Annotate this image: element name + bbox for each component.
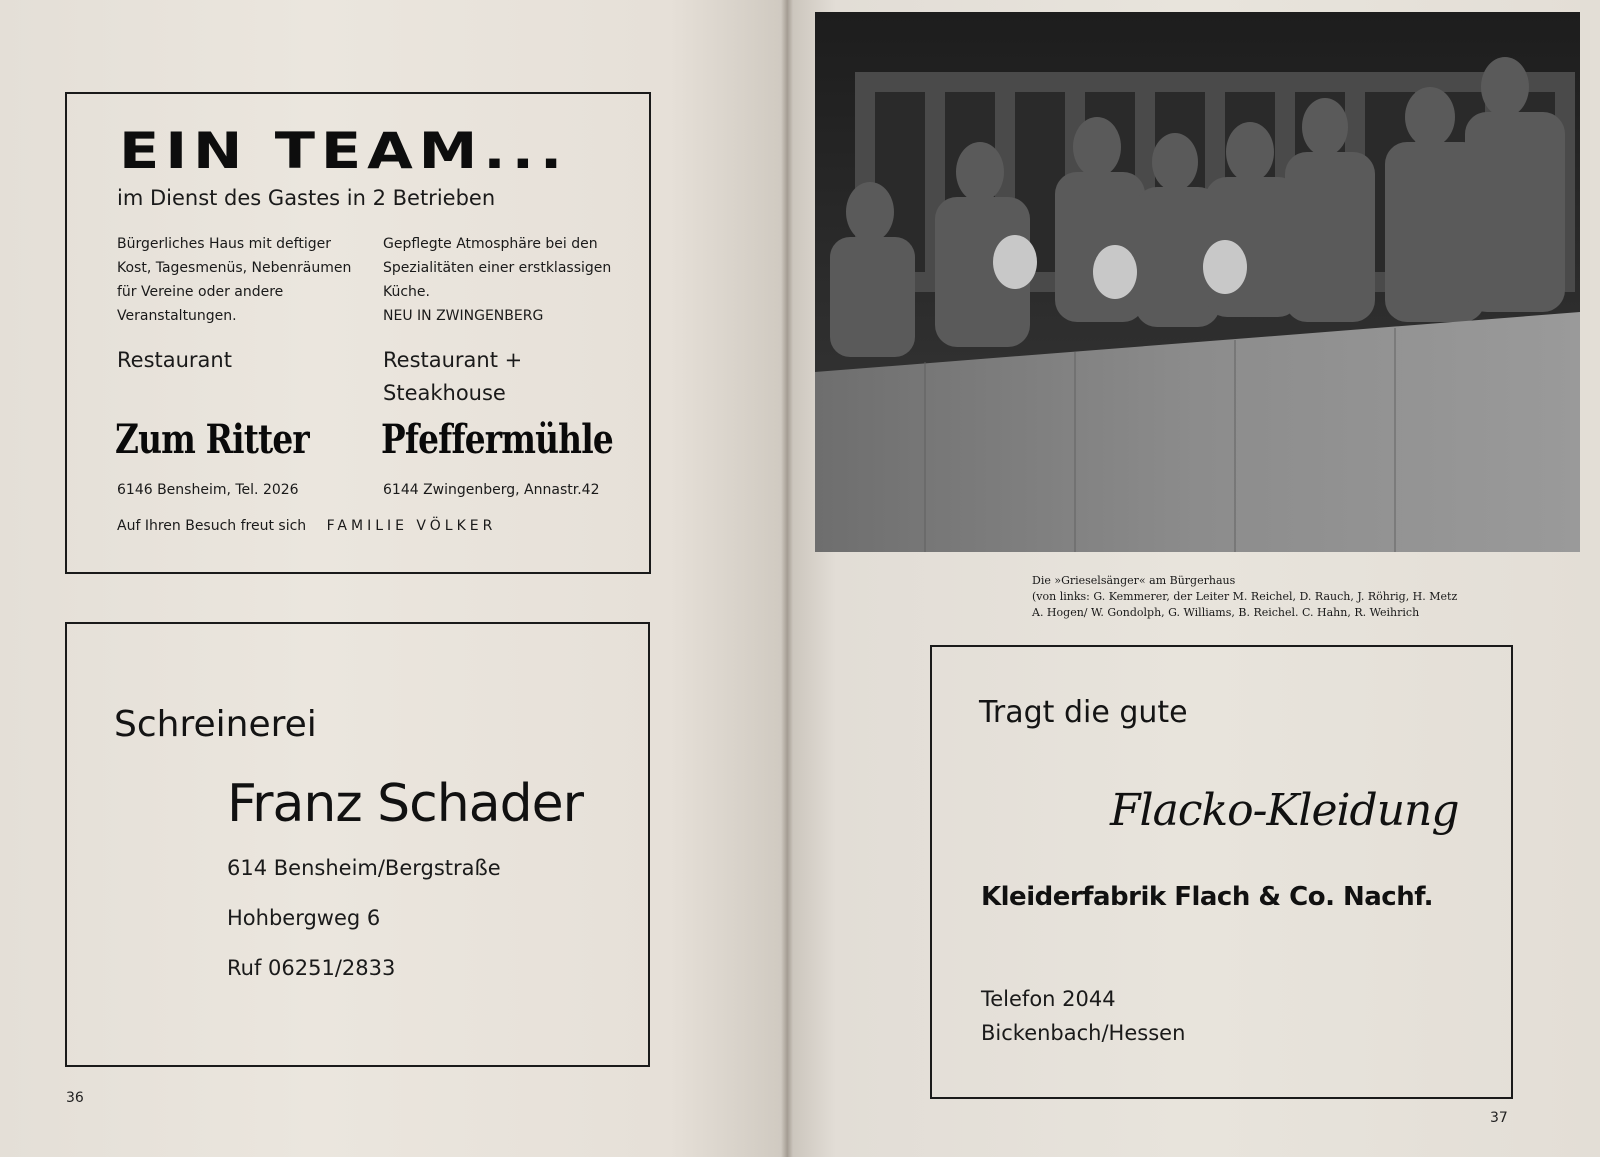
ritter-name: Zum Ritter bbox=[115, 416, 309, 463]
pfeffermuehle-description-block bbox=[383, 232, 623, 328]
caption-line-1: Die »Grieselsänger« am Bürgerhaus bbox=[1032, 574, 1236, 587]
show-through bbox=[130, 590, 136, 611]
ad-ein-team bbox=[65, 92, 651, 574]
ad-footer bbox=[117, 518, 496, 534]
caption-line-3: A. Hogen/ W. Gondolph, G. Williams, B. Reichel. C. Hahn, R. Weihrich bbox=[1032, 606, 1420, 619]
ritter-description: Bürgerliches Haus mit deftiger Kost, Tagesmenüs, Nebenräumen für Vereine oder andere Veranstaltungen. bbox=[117, 236, 352, 324]
group-photo bbox=[815, 12, 1580, 552]
pfeffermuehle-new-note: NEU IN ZWINGENBERG bbox=[383, 308, 544, 324]
group-photo-illustration bbox=[815, 12, 1580, 552]
flacko-company: Kleiderfabrik Flach & Co. Nachf. bbox=[981, 882, 1433, 912]
flacko-brand: Flacko-Kleidung bbox=[1110, 785, 1459, 836]
book-spine bbox=[781, 0, 793, 1157]
pfeffermuehle-name: Pfeffermühle bbox=[381, 416, 613, 463]
pfeffermuehle-label: Restaurant + Steakhouse bbox=[383, 348, 523, 405]
left-page bbox=[0, 0, 787, 1157]
ad-headline: EIN TEAM... bbox=[119, 122, 569, 180]
schreinerei-title: Schreinerei bbox=[114, 704, 317, 745]
flacko-intro: Tragt die gute bbox=[979, 695, 1188, 730]
schreinerei-name: Franz Schader bbox=[227, 774, 583, 834]
photo-caption bbox=[1032, 573, 1572, 621]
ad-subline: im Dienst des Gastes in 2 Betrieben bbox=[117, 186, 496, 210]
flacko-city: Bickenbach/Hessen bbox=[981, 1021, 1186, 1045]
ritter-address: 6146 Bensheim, Tel. 2026 bbox=[117, 482, 299, 498]
ad-flacko bbox=[930, 645, 1513, 1099]
footer-family: FAMILIE VÖLKER bbox=[326, 518, 497, 534]
footer-text: Auf Ihren Besuch freut sich bbox=[117, 518, 307, 534]
ritter-label: Restaurant bbox=[117, 348, 232, 372]
schreinerei-address: 614 Bensheim/Bergstraße bbox=[227, 856, 501, 880]
page-number-left: 36 bbox=[66, 1090, 84, 1106]
caption-line-2: (von links: G. Kemmerer, der Leiter M. Reichel, D. Rauch, J. Röhrig, H. Metz bbox=[1032, 590, 1458, 603]
pfeffermuehle-description: Gepflegte Atmosphäre bei den Spezialitäten einer erstklassigen Küche. bbox=[383, 236, 612, 300]
ad-schreinerei bbox=[65, 622, 650, 1067]
page-number-right: 37 bbox=[1490, 1110, 1508, 1126]
pfeffermuehle-address: 6144 Zwingenberg, Annastr.42 bbox=[383, 482, 600, 498]
flacko-phone: Telefon 2044 bbox=[981, 987, 1116, 1011]
schreinerei-phone: Ruf 06251/2833 bbox=[227, 956, 396, 980]
schreinerei-street: Hohbergweg 6 bbox=[227, 906, 381, 930]
